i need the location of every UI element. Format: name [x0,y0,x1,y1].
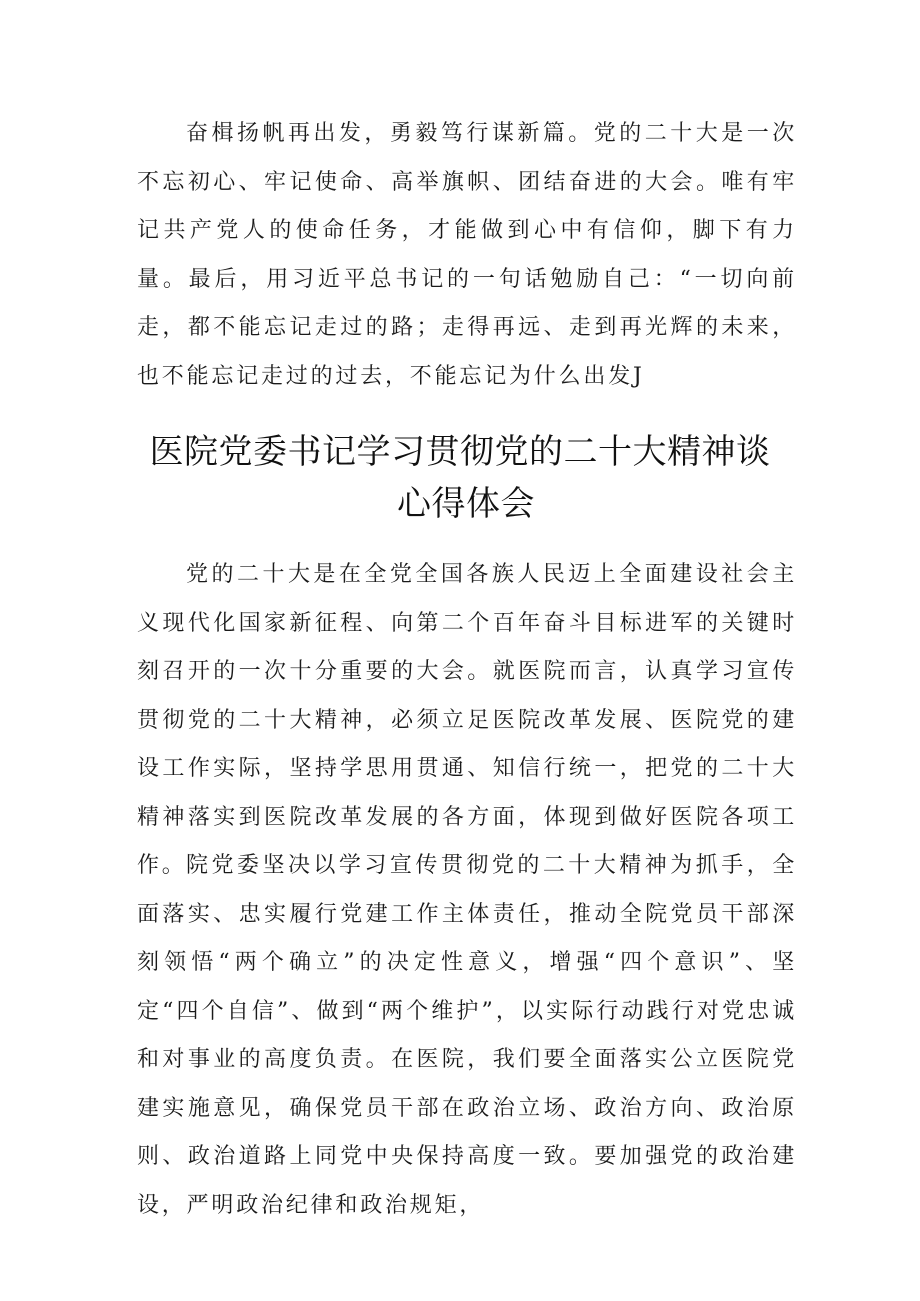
intro-paragraph: 奋楫扬帆再出发，勇毅笃行谋新篇。党的二十大是一次不忘初心、牢记使命、高举旗帜、团结奋进的大会。唯有牢记共产党人的使命任务，才能做到心中有信仰，脚下有力量。最后，用习近平总书记的一句话勉励自己：“一切向前走，都不能忘记走过的路；走得再远、走到再光辉的未来，也不能忘记走过的过去，不能忘记为什么出发J [137,121,797,389]
article-title [100,426,820,530]
body-paragraph-2: 院党委坚决以学习宣传贯彻党的二十大精神为抓手，全面落实、忠实履行党建工作主体责任，推动全院党员干部深刻领悟“两个确立”的决定性意义，增强“四个意识”、坚定“四个自信”、做到“两个维护”，以实际行动践行对党忠诚和对事业的高度负责。在医院，我们要全面落实公立医院党建实施意见，确保党员干部在政治立场、政治方向、政治原则、政治道路上同党中央保持高度一致。要加强党的政治建设，严明政治纪律和政治规矩， [137,853,797,1218]
title-line-1: 医院党委书记学习贯彻党的二十大精神谈 [149,432,771,472]
body-paragraph-1: 党的二十大是在全党全国各族人民迈上全面建设社会主义现代化国家新征程、向第二个百年奋斗目标进军的关键时刻召开的一次十分重要的大会。就医院而言，认真学习宣传贯彻党的二十大精神，必须立足医院改革发展、医院党的建设工作实际，坚持学思用贯通、知信行统一，把党的二十大精神落实到医院改革发展的各方面，体现到做好医院各项工作。 [137,562,797,878]
title-line-2: 心得体会 [397,484,535,524]
